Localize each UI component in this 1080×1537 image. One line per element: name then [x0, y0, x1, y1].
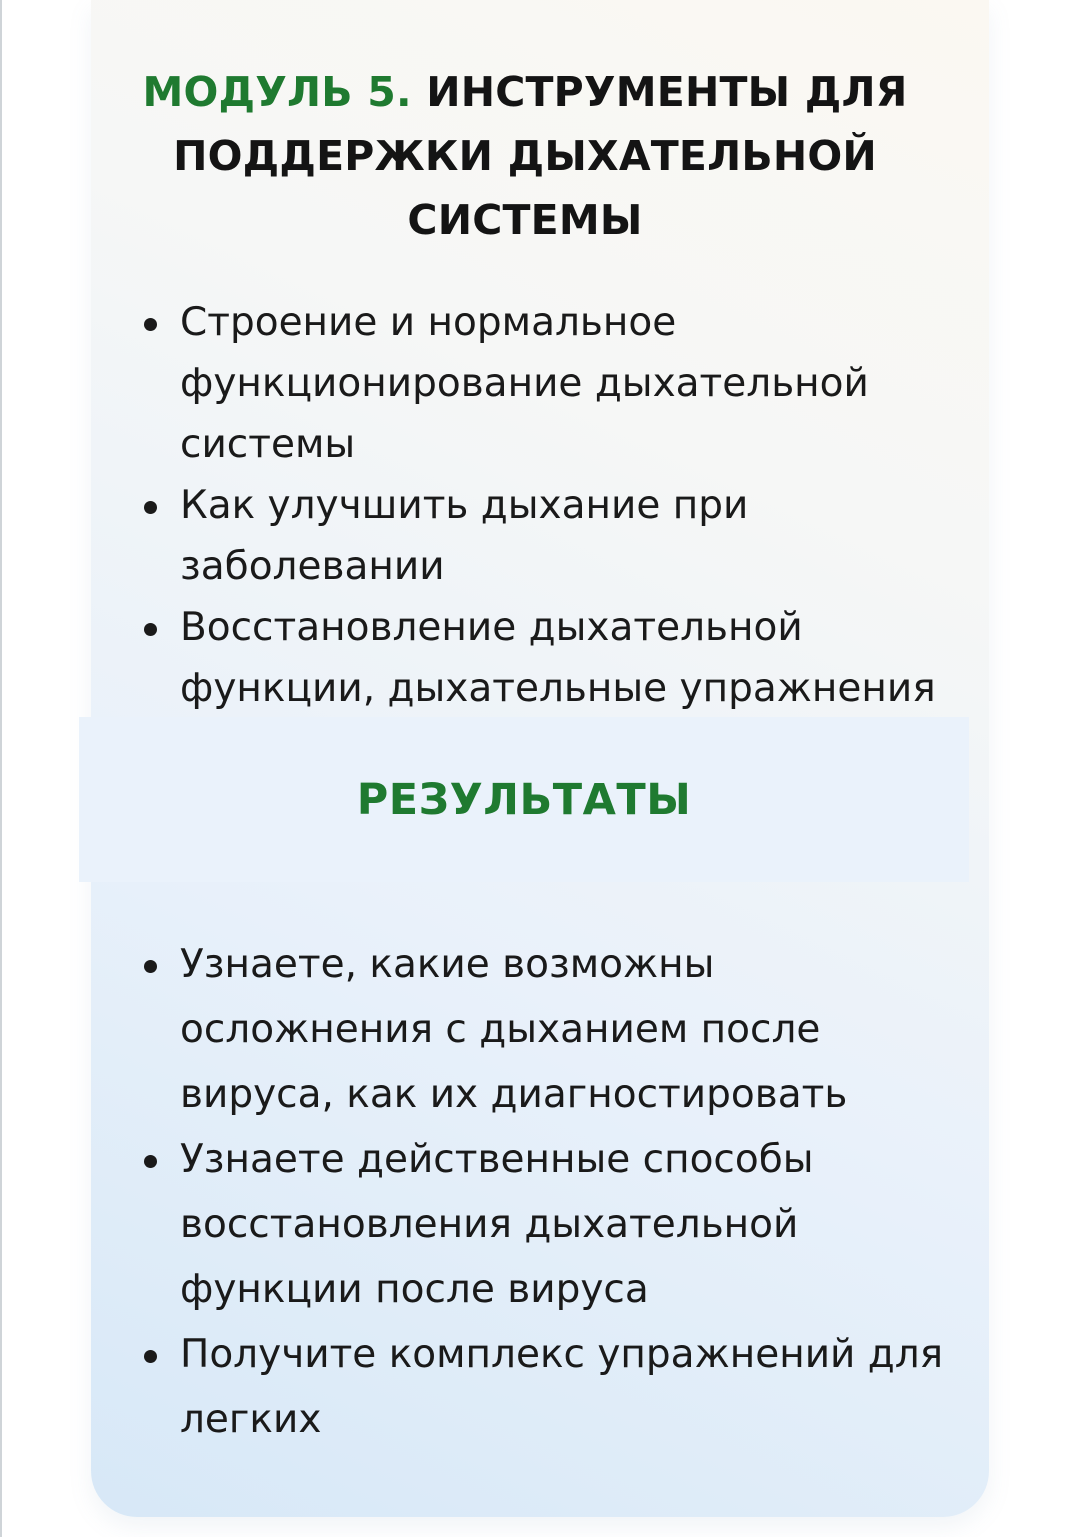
- results-heading: РЕЗУЛЬТАТЫ: [356, 774, 692, 825]
- results-list: [180, 932, 960, 1452]
- results-banner: [79, 717, 969, 882]
- list-item-text: Узнаете действенные способы восстановления дыхательной функции после вируса: [180, 1137, 814, 1312]
- list-item: [180, 475, 960, 597]
- list-item: [180, 1322, 960, 1452]
- module-number: МОДУЛЬ 5.: [142, 68, 412, 116]
- module-name: ИНСТРУМЕНТЫ ДЛЯ ПОДДЕРЖКИ ДЫХАТЕЛЬНОЙ СИСТЕМЫ: [173, 68, 908, 244]
- list-item-text: Узнаете, какие возможны осложнения с дыханием после вируса, как их диагностировать: [180, 942, 848, 1117]
- list-item-text: Получите комплекс упражнений для легких: [180, 1332, 944, 1442]
- bullet-icon: [144, 623, 157, 636]
- list-item-text: Строение и нормальное функционирование дыхательной системы: [180, 300, 869, 467]
- list-item: [180, 932, 960, 1127]
- module-title: [110, 60, 940, 252]
- list-item-text: Как улучшить дыхание при заболевании: [180, 483, 749, 589]
- list-item: [180, 1127, 960, 1322]
- page-edge: [0, 0, 2, 1537]
- list-item-text: Восстановление дыхательной функции, дыхательные упражнения: [180, 605, 936, 711]
- list-item: [180, 597, 960, 719]
- bullet-icon: [144, 501, 157, 514]
- list-item: [180, 292, 960, 475]
- bullet-icon: [144, 1350, 157, 1363]
- bullet-icon: [144, 1155, 157, 1168]
- bullet-icon: [144, 318, 157, 331]
- bullet-icon: [144, 960, 157, 973]
- module-topics-list: [180, 292, 960, 719]
